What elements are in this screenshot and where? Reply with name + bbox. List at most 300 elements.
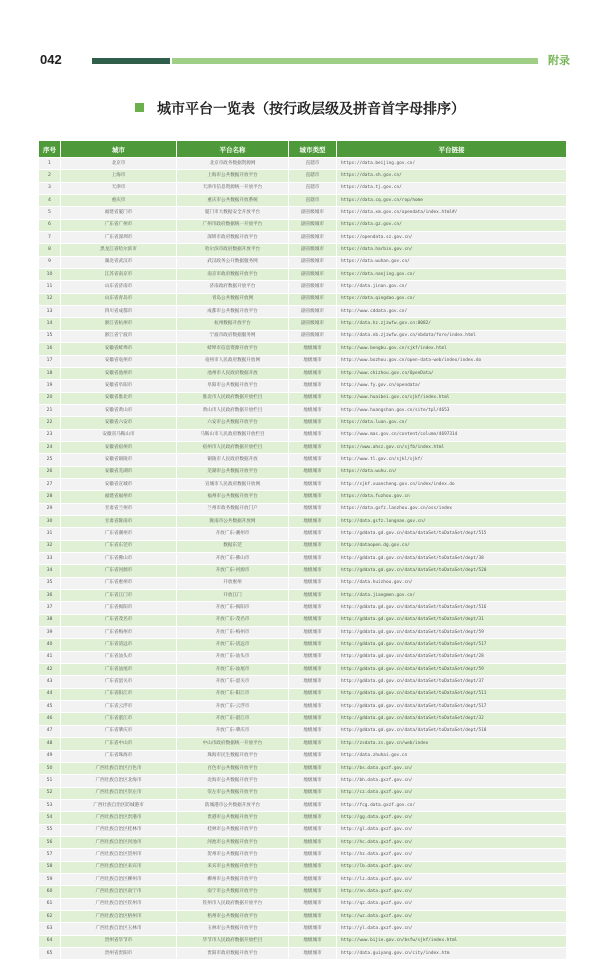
cell-index: 31 (39, 528, 61, 540)
cell-city-type: 地级城市 (289, 775, 337, 787)
table-row (39, 701, 567, 713)
cell-city-type: 地级城市 (289, 627, 337, 639)
cell-city: 安徽省蚌埠市 (61, 343, 177, 355)
cell-link[interactable]: https://data.wuhu.cn/ (337, 466, 567, 478)
cell-link[interactable]: https://data.nanjing.gov.cn/ (337, 269, 567, 281)
cell-city: 北京市 (61, 158, 177, 170)
table-row (39, 454, 567, 466)
cell-link[interactable]: https://data.luan.gov.cn/ (337, 417, 567, 429)
cell-link[interactable]: http://gddata.gd.gov.cn/data/dataSet/toDataSet/dept/59 (337, 627, 567, 639)
cell-city-type: 地级城市 (289, 404, 337, 416)
cell-index: 50 (39, 762, 61, 774)
cell-index: 51 (39, 775, 61, 787)
cell-index: 17 (39, 355, 61, 367)
cell-link[interactable]: http://data.nb.zjzwfw.gov.cn/nbdata/fore/index.html (337, 330, 567, 342)
cell-link[interactable]: http://gddata.gd.gov.cn/data/dataSet/toDataSet/dept/517 (337, 701, 567, 713)
cell-city-type: 地级城市 (289, 688, 337, 700)
cell-city-type: 地级城市 (289, 540, 337, 552)
table-row (39, 651, 567, 663)
cell-city: 广西壮族自治区贺州市 (61, 849, 177, 861)
cell-index: 32 (39, 540, 61, 552)
cell-index: 56 (39, 836, 61, 848)
cell-link[interactable]: http://yl.data.gxzf.gov.cn/ (337, 923, 567, 935)
cell-city: 广西壮族自治区钦州市 (61, 898, 177, 910)
cell-index: 10 (39, 269, 61, 281)
cell-city: 安徽省阜阳市 (61, 380, 177, 392)
cell-city: 广西壮族自治区梧州市 (61, 910, 177, 922)
cell-index: 38 (39, 614, 61, 626)
cell-platform-name: 防城港市公共数据开放平台 (177, 799, 289, 811)
table-row (39, 256, 567, 268)
cell-city-type: 直辖市 (289, 170, 337, 182)
header-link: 平台链接 (337, 141, 567, 158)
cell-city: 江苏省南京市 (61, 269, 177, 281)
cell-platform-name: 武汉政务公开数据服务网 (177, 256, 289, 268)
cell-city-type: 副省级城市 (289, 281, 337, 293)
cell-link[interactable]: http://bs.data.gxzf.gov.cn/ (337, 762, 567, 774)
cell-city-type: 地级城市 (289, 392, 337, 404)
table-header-row (39, 141, 567, 158)
cell-index: 6 (39, 219, 61, 231)
cell-link[interactable]: http://gddata.gd.gov.cn/data/dataSet/toDataSet/dept/37 (337, 676, 567, 688)
table-row (39, 565, 567, 577)
cell-index: 4 (39, 195, 61, 207)
cell-city-type: 地级城市 (289, 664, 337, 676)
cell-link[interactable]: http://bh.data.gxzf.gov.cn/ (337, 775, 567, 787)
table-row (39, 750, 567, 762)
cell-index: 36 (39, 590, 61, 602)
cell-platform-name: 开放广东-河源市 (177, 565, 289, 577)
cell-index: 64 (39, 935, 61, 947)
cell-city-type: 地级城市 (289, 515, 337, 527)
cell-city: 浙江省杭州市 (61, 318, 177, 330)
cell-city: 广东省湛江市 (61, 713, 177, 725)
cell-city: 广东省佛山市 (61, 553, 177, 565)
cell-platform-name: 开放广东-清远市 (177, 639, 289, 651)
cell-platform-name: 梧州市公共数据开放平台 (177, 910, 289, 922)
cell-link[interactable]: https://data.harbin.gov.cn/ (337, 244, 567, 256)
table-row (39, 528, 567, 540)
cell-link[interactable]: http://lb.data.gxzf.gov.cn/ (337, 861, 567, 873)
cell-city-type: 地级城市 (289, 466, 337, 478)
cell-platform-name: 黄山市人民政府数据开放栏目 (177, 404, 289, 416)
cell-platform-name: 成都市公共数据开放平台 (177, 306, 289, 318)
cell-platform-name: 毕节市人民政府数据开放栏目 (177, 935, 289, 947)
table-row (39, 219, 567, 231)
cell-city-type: 地级城市 (289, 343, 337, 355)
cell-link[interactable]: http://data.jinan.gov.cn/ (337, 281, 567, 293)
cell-platform-name: 河池市公共数据开放平台 (177, 836, 289, 848)
cell-city: 广东省茂名市 (61, 614, 177, 626)
cell-link[interactable]: http://gddata.gd.gov.cn/data/dataSet/toDataSet/dept/518 (337, 725, 567, 737)
cell-link[interactable]: http://www.mas.gov.cn/content/column/4697314 (337, 429, 567, 441)
cell-city: 广东省中山市 (61, 738, 177, 750)
cell-city: 广东省惠州市 (61, 577, 177, 589)
cell-city: 广西壮族自治区防城港市 (61, 799, 177, 811)
cell-link[interactable]: http://hc.data.gxzf.gov.cn/ (337, 836, 567, 848)
cell-index: 25 (39, 454, 61, 466)
cell-city-type: 地级城市 (289, 873, 337, 885)
cell-platform-name: 桂林市公共数据开放平台 (177, 824, 289, 836)
cell-index: 12 (39, 293, 61, 305)
cell-platform-name: 青岛公共数据开放网 (177, 293, 289, 305)
header-city: 城市 (61, 141, 177, 158)
cell-city: 安徽省亳州市 (61, 355, 177, 367)
cell-city-type: 地级城市 (289, 454, 337, 466)
table-row (39, 478, 567, 490)
cell-index: 22 (39, 417, 61, 429)
cell-city: 广西壮族自治区百色市 (61, 762, 177, 774)
cell-city-type: 副省级城市 (289, 219, 337, 231)
cell-platform-name: 厦门市大数据安全开放平台 (177, 207, 289, 219)
page-title: 城市平台一览表（按行政层级及拼音首字母排序） (157, 101, 466, 118)
cell-index: 35 (39, 577, 61, 589)
table-row (39, 824, 567, 836)
cell-link[interactable]: http://qz.data.gxzf.gov.cn/ (337, 898, 567, 910)
cell-platform-name: 蚌埠市信息资源开放平台 (177, 343, 289, 355)
cell-link[interactable]: http://gddata.gd.gov.cn/data/dataSet/toDataSet/dept/520 (337, 565, 567, 577)
cell-platform-name: 百色市公共数据开放平台 (177, 762, 289, 774)
table-row (39, 577, 567, 589)
cell-platform-name: 开放广东-汕尾市 (177, 664, 289, 676)
cell-link[interactable]: http://gddata.gd.gov.cn/data/dataSet/toDataSet/dept/32 (337, 713, 567, 725)
cell-index: 58 (39, 861, 61, 873)
cell-index: 7 (39, 232, 61, 244)
cell-city: 重庆市 (61, 195, 177, 207)
cell-link[interactable]: https://data.xm.gov.cn/opendata/index.html#/ (337, 207, 567, 219)
cell-city: 浙江省宁波市 (61, 330, 177, 342)
cell-city-type: 地级城市 (289, 355, 337, 367)
table-row (39, 404, 567, 416)
cell-index: 29 (39, 503, 61, 515)
table-row (39, 170, 567, 182)
cell-index: 55 (39, 824, 61, 836)
cell-index: 15 (39, 330, 61, 342)
cell-city: 广西壮族自治区玉林市 (61, 923, 177, 935)
table-row (39, 195, 567, 207)
cell-city: 湖北省武汉市 (61, 256, 177, 268)
cell-link[interactable]: http://hz.data.gxzf.gov.cn/ (337, 849, 567, 861)
cell-link[interactable]: http://www.cddata.gov.cn/ (337, 306, 567, 318)
table-row (39, 182, 567, 194)
cell-city: 广东省江门市 (61, 590, 177, 602)
cell-link[interactable]: https://data.fuzhou.gov.cn (337, 491, 567, 503)
cell-city-type: 地级城市 (289, 367, 337, 379)
cell-index: 43 (39, 676, 61, 688)
table-row (39, 762, 567, 774)
cell-link[interactable]: http://gddata.gd.gov.cn/data/dataSet/toDataSet/dept/59 (337, 664, 567, 676)
cell-link[interactable]: http://zsdata.zs.gov.cn/web/index (337, 738, 567, 750)
cell-index: 13 (39, 306, 61, 318)
cell-city-type: 地级城市 (289, 910, 337, 922)
table-row (39, 614, 567, 626)
cell-index: 48 (39, 738, 61, 750)
cell-index: 41 (39, 651, 61, 663)
cell-index: 49 (39, 750, 61, 762)
cell-city: 广东省深圳市 (61, 232, 177, 244)
cell-city: 甘肃省兰州市 (61, 503, 177, 515)
cell-platform-name: 南京市政府数据开放平台 (177, 269, 289, 281)
cell-city-type: 地级城市 (289, 639, 337, 651)
cell-city: 甘肃省陇南市 (61, 515, 177, 527)
cell-platform-name: 马鞍山市人民政府数据开放栏目 (177, 429, 289, 441)
table-row (39, 515, 567, 527)
cell-link[interactable]: http://gddata.gd.gov.cn/data/dataSet/toDataSet/dept/511 (337, 688, 567, 700)
cell-platform-name: 六安市公共数据开放平台 (177, 417, 289, 429)
cell-link[interactable]: https://data.gz.gov.cn/ (337, 219, 567, 231)
cell-index: 8 (39, 244, 61, 256)
cell-index: 20 (39, 392, 61, 404)
cell-link[interactable]: http://www.bengbu.gov.cn/sjkf/index.html (337, 343, 567, 355)
cell-index: 2 (39, 170, 61, 182)
cell-index: 3 (39, 182, 61, 194)
cell-platform-name: 北海市公共数据开放平台 (177, 775, 289, 787)
cell-city-type: 地级城市 (289, 565, 337, 577)
cell-city: 安徽省铜陵市 (61, 454, 177, 466)
table-row (39, 923, 567, 935)
table-row (39, 367, 567, 379)
cell-platform-name: 崇左市公共数据开放平台 (177, 787, 289, 799)
cell-city-type: 副省级城市 (289, 330, 337, 342)
cell-link[interactable]: http://gddata.gd.gov.cn/data/dataSet/toDataSet/dept/516 (337, 602, 567, 614)
cell-index: 9 (39, 256, 61, 268)
cell-city-type: 地级城市 (289, 713, 337, 725)
cell-link[interactable]: http://dataopen.dg.gov.cn/ (337, 540, 567, 552)
cell-city: 广西壮族自治区南宁市 (61, 886, 177, 898)
cell-link[interactable]: http://gddata.gd.gov.cn/data/dataSet/toDataSet/dept/517 (337, 639, 567, 651)
table-row (39, 849, 567, 861)
cell-link[interactable]: http://www.fy.gov.cn/opendata/ (337, 380, 567, 392)
table-row (39, 910, 567, 922)
cell-city-type: 副省级城市 (289, 293, 337, 305)
cell-link[interactable]: http://wz.data.gxzf.gov.cn/ (337, 910, 567, 922)
cell-link[interactable]: https://data.beijing.gov.cn/ (337, 158, 567, 170)
cell-link[interactable]: http://www.bijie.gov.cn/bsfw/sjkf/index.html (337, 935, 567, 947)
header-bar-light (172, 58, 538, 64)
cell-platform-name: 天津市信息资源统一开放平台 (177, 182, 289, 194)
table-row (39, 725, 567, 737)
cell-index: 21 (39, 404, 61, 416)
cell-link[interactable]: https://data.wuhan.gov.cn/ (337, 256, 567, 268)
cell-platform-name: 贵港市公共数据开放平台 (177, 812, 289, 824)
cell-index: 26 (39, 466, 61, 478)
table-row (39, 540, 567, 552)
cell-city-type: 地级城市 (289, 528, 337, 540)
table-row (39, 429, 567, 441)
cell-platform-name: 柳州市公共数据开放平台 (177, 873, 289, 885)
cell-link[interactable]: https://data.gsfz.lanzhou.gov.cn/oss/index (337, 503, 567, 515)
cell-city: 安徽省淮北市 (61, 392, 177, 404)
cell-city-type: 地级城市 (289, 380, 337, 392)
cell-platform-name: 铜陵市人民政府数据开放 (177, 454, 289, 466)
cell-city: 广东省韶关市 (61, 676, 177, 688)
cell-city: 广东省汕尾市 (61, 664, 177, 676)
cell-index: 1 (39, 158, 61, 170)
cell-index: 40 (39, 639, 61, 651)
cell-city-type: 地级城市 (289, 614, 337, 626)
cell-city: 广东省揭阳市 (61, 602, 177, 614)
cell-city-type: 地级城市 (289, 787, 337, 799)
cell-index: 57 (39, 849, 61, 861)
cell-platform-name: 开放广东-阳江市 (177, 688, 289, 700)
cell-city: 贵州省贵阳市 (61, 948, 177, 960)
cell-platform-name: 哈尔滨市政府数据开放平台 (177, 244, 289, 256)
cell-link[interactable]: http://gl.data.gxzf.gov.cn/ (337, 824, 567, 836)
cell-city-type: 副省级城市 (289, 256, 337, 268)
cell-index: 16 (39, 343, 61, 355)
cell-index: 52 (39, 787, 61, 799)
cell-city: 广西壮族自治区贵港市 (61, 812, 177, 824)
cell-city: 安徽省芜湖市 (61, 466, 177, 478)
cell-link[interactable]: http://data.zhuhai.gov.cn (337, 750, 567, 762)
cell-city: 广西壮族自治区来宾市 (61, 861, 177, 873)
cell-city: 广东省汕头市 (61, 651, 177, 663)
cell-city: 山东省济南市 (61, 281, 177, 293)
cell-link[interactable]: http://data.huizhou.gov.cn/ (337, 577, 567, 589)
table-row (39, 688, 567, 700)
cell-link[interactable]: https://www.ahsz.gov.cn/sjfb/index.html (337, 441, 567, 453)
table-row (39, 380, 567, 392)
cell-city-type: 副省级城市 (289, 318, 337, 330)
cell-city: 广东省清远市 (61, 639, 177, 651)
cell-city: 广西壮族自治区河池市 (61, 836, 177, 848)
cell-platform-name: 开放广东-佛山市 (177, 553, 289, 565)
cell-link[interactable]: http://gg.data.gxzf.gov.cn/ (337, 812, 567, 824)
cell-link[interactable]: http://cz.data.gxzf.gov.cn/ (337, 787, 567, 799)
cell-platform-name: 池州市人民政府数据开放 (177, 367, 289, 379)
cell-link[interactable]: http://data.jiangmen.gov.cn/ (337, 590, 567, 602)
cell-link[interactable]: http://data.gsfz.longnan.gov.cn/ (337, 515, 567, 527)
cell-platform-name: 广州市政府数据统一开放平台 (177, 219, 289, 231)
table-row (39, 738, 567, 750)
cell-link[interactable]: https://data.tj.gov.cn/ (337, 182, 567, 194)
page-title-wrap (0, 98, 600, 119)
cell-link[interactable]: http://www.tl.gov.cn/sjkl/sjkf/ (337, 454, 567, 466)
cell-city-type: 地级城市 (289, 824, 337, 836)
table-row (39, 207, 567, 219)
cell-city: 广东省云浮市 (61, 701, 177, 713)
cell-link[interactable]: http://nn.data.gxzf.gov.cn/ (337, 886, 567, 898)
cell-city-type: 地级城市 (289, 898, 337, 910)
cell-platform-name: 南宁市公共数据开放平台 (177, 886, 289, 898)
cell-platform-name: 开放惠州 (177, 577, 289, 589)
cell-link[interactable]: http://gddata.gd.gov.cn/data/dataSet/toDataSet/dept/28 (337, 651, 567, 663)
cell-index: 59 (39, 873, 61, 885)
cell-city: 山东省青岛市 (61, 293, 177, 305)
cell-city: 安徽省六安市 (61, 417, 177, 429)
cell-city: 广西壮族自治区崇左市 (61, 787, 177, 799)
cell-link[interactable]: http://www.chizhou.gov.cn/OpenData/ (337, 367, 567, 379)
cell-platform-name: 珠海市民生数据开放平台 (177, 750, 289, 762)
cell-link[interactable]: http://www.bozhou.gov.cn/open-data-web/index/index.do (337, 355, 567, 367)
cell-index: 37 (39, 602, 61, 614)
cell-platform-name: 开放广东-梅州市 (177, 627, 289, 639)
cell-city: 广东省广州市 (61, 219, 177, 231)
cell-city: 广东省珠海市 (61, 750, 177, 762)
cell-city-type: 地级城市 (289, 651, 337, 663)
cell-city: 福建省厦门市 (61, 207, 177, 219)
table-row (39, 503, 567, 515)
table-row (39, 491, 567, 503)
cell-link[interactable]: http://gddata.gd.gov.cn/data/dataSet/toDataSet/dept/31 (337, 614, 567, 626)
cell-city-type: 副省级城市 (289, 232, 337, 244)
cell-index: 42 (39, 664, 61, 676)
cell-link[interactable]: http://data.hz.zjzwfw.gov.cn:8082/ (337, 318, 567, 330)
cell-index: 30 (39, 515, 61, 527)
cell-city-type: 直辖市 (289, 158, 337, 170)
table-row (39, 775, 567, 787)
cell-index: 28 (39, 491, 61, 503)
cell-city-type: 地级城市 (289, 799, 337, 811)
table-row (39, 158, 567, 170)
cell-platform-name: 上海市公共数据开放平台 (177, 170, 289, 182)
cell-platform-name: 阜阳市公共数据开放平台 (177, 380, 289, 392)
cell-index: 45 (39, 701, 61, 713)
cell-city-type: 地级城市 (289, 491, 337, 503)
cell-link[interactable]: http://www.huangshan.gov.cn/site/tpl/4653 (337, 404, 567, 416)
table-row (39, 318, 567, 330)
page-number: 042 (40, 52, 62, 67)
header-index: 序号 (39, 141, 61, 158)
cell-index: 47 (39, 725, 61, 737)
cell-platform-name: 玉林市公共数据开放平台 (177, 923, 289, 935)
city-platform-table (38, 140, 567, 960)
cell-link[interactable]: https://opendata.sz.gov.cn/ (337, 232, 567, 244)
cell-platform-name: 钦州市人民政府数据开放平台 (177, 898, 289, 910)
table-row (39, 590, 567, 602)
cell-city: 安徽省黄山市 (61, 404, 177, 416)
cell-index: 19 (39, 380, 61, 392)
cell-city-type: 地级城市 (289, 836, 337, 848)
cell-link[interactable]: http://gddata.gd.gov.cn/data/dataSet/toDataSet/dept/38 (337, 553, 567, 565)
cell-city: 福建省福州市 (61, 491, 177, 503)
cell-city: 安徽省池州市 (61, 367, 177, 379)
cell-city-type: 地级城市 (289, 429, 337, 441)
cell-index: 34 (39, 565, 61, 577)
cell-index: 11 (39, 281, 61, 293)
cell-city-type: 地级城市 (289, 602, 337, 614)
table-row (39, 355, 567, 367)
table-row (39, 935, 567, 947)
cell-city-type: 副省级城市 (289, 207, 337, 219)
table-row (39, 441, 567, 453)
cell-link[interactable]: https://data.cq.gov.cn/rop/home (337, 195, 567, 207)
cell-city: 广东省阳江市 (61, 688, 177, 700)
cell-link[interactable]: https://data.qingdao.gov.cn/ (337, 293, 567, 305)
cell-link[interactable]: http://sjkf.xuancheng.gov.cn/index/index.do (337, 478, 567, 490)
table-row (39, 873, 567, 885)
table-row (39, 306, 567, 318)
cell-index: 63 (39, 923, 61, 935)
table-row (39, 232, 567, 244)
cell-link[interactable]: http://gddata.gd.gov.cn/data/dataSet/toDataSet/dept/515 (337, 528, 567, 540)
cell-platform-name: 开放广东-肇庆市 (177, 725, 289, 737)
cell-index: 33 (39, 553, 61, 565)
cell-city-type: 地级城市 (289, 725, 337, 737)
cell-link[interactable]: http://www.huaibei.gov.cn/sjkf/index.html (337, 392, 567, 404)
cell-city-type: 地级城市 (289, 503, 337, 515)
cell-link[interactable]: http://lz.data.gxzf.gov.cn/ (337, 873, 567, 885)
cell-index: 44 (39, 688, 61, 700)
cell-platform-name: 开放广东-韶关市 (177, 676, 289, 688)
cell-city: 广西壮族自治区北海市 (61, 775, 177, 787)
cell-index: 14 (39, 318, 61, 330)
cell-link[interactable]: http://data.guiyang.gov.cn/city/index.htm (337, 948, 567, 960)
cell-platform-name: 兰州市政务数据开放门户 (177, 503, 289, 515)
cell-link[interactable]: http://fcg.data.gxzf.gov.cn/ (337, 799, 567, 811)
cell-link[interactable]: https://data.sh.gov.cn/ (337, 170, 567, 182)
cell-city: 广西壮族自治区桂林市 (61, 824, 177, 836)
